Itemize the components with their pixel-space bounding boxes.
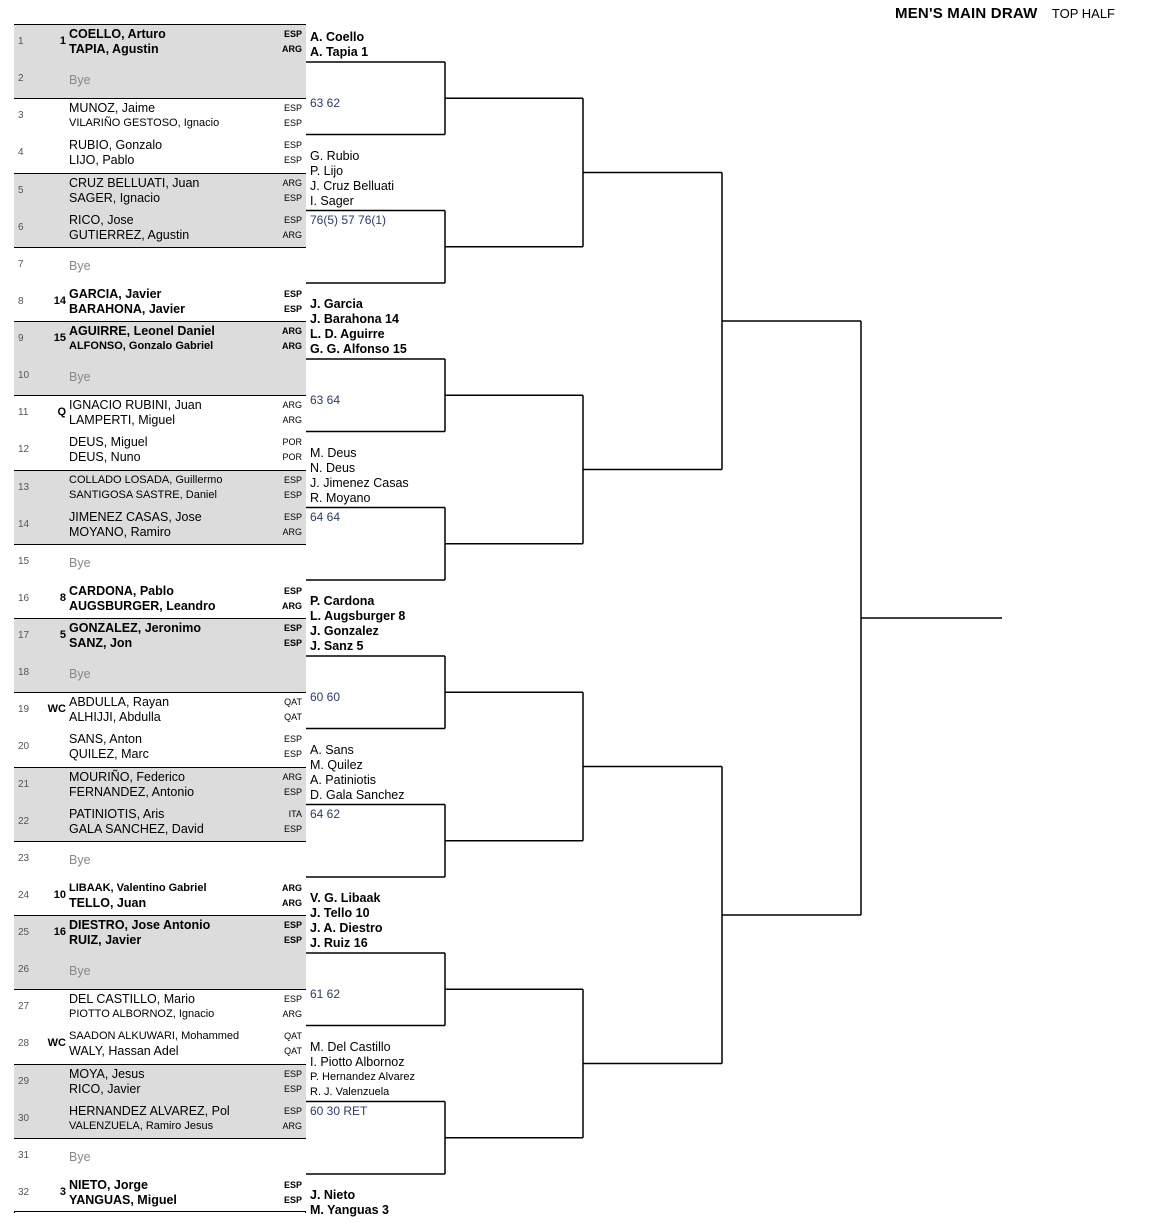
match-winner-name: G. Rubio bbox=[310, 148, 360, 163]
match-winner-name: I. Sager bbox=[310, 193, 354, 208]
player-name: DEL CASTILLO, Mario bbox=[69, 992, 195, 1007]
player-name: SANZ, Jon bbox=[69, 636, 133, 650]
nationality-code: QAT bbox=[284, 1046, 302, 1057]
draw-position: 19 bbox=[18, 704, 30, 716]
draw-position: 24 bbox=[18, 889, 30, 901]
match-winner-name: J. Tello 10 bbox=[310, 906, 370, 920]
match-winner-name: J. Jimenez Casas bbox=[310, 475, 409, 490]
seed-label: WC bbox=[47, 703, 66, 716]
draw-position: 12 bbox=[18, 444, 30, 456]
draw-position: 23 bbox=[18, 852, 30, 864]
bye-label: Bye bbox=[69, 852, 91, 867]
player-name: BARAHONA, Javier bbox=[69, 301, 186, 316]
player-name: GUTIERREZ, Agustin bbox=[69, 227, 190, 242]
draw-position: 11 bbox=[18, 407, 29, 419]
draw-position: 1 bbox=[18, 36, 24, 47]
seed-label: 3 bbox=[59, 1185, 66, 1198]
nationality-code: ITA bbox=[288, 808, 302, 819]
seed-label: 15 bbox=[53, 332, 66, 344]
nationality-code: ESP bbox=[283, 103, 302, 114]
player-name: MUNOZ, Jaime bbox=[69, 101, 156, 116]
match-winner-name: J. Nieto bbox=[310, 1188, 356, 1202]
match-score: 63 62 bbox=[310, 96, 341, 111]
nationality-code: QAT bbox=[284, 1031, 302, 1042]
match-winner-name: P. Lijo bbox=[310, 163, 344, 178]
player-name: COELLO, Arturo bbox=[69, 27, 166, 41]
nationality-code: ESP bbox=[283, 29, 302, 39]
draw-position: 22 bbox=[18, 815, 30, 827]
draw-position: 3 bbox=[18, 110, 24, 122]
draw-position: 21 bbox=[18, 778, 30, 790]
match-winner-name: M. Yanguas 3 bbox=[310, 1203, 389, 1217]
player-name: VILARIÑO GESTOSO, Ignacio bbox=[69, 117, 220, 130]
match-winner-name: N. Deus bbox=[310, 460, 356, 475]
player-name: SAGER, Ignacio bbox=[69, 190, 161, 205]
bye-label: Bye bbox=[69, 258, 91, 273]
player-name: AUGSBURGER, Leandro bbox=[69, 598, 216, 613]
nationality-code: ESP bbox=[283, 1068, 302, 1079]
player-name: YANGUAS, Miguel bbox=[69, 1192, 177, 1207]
bye-label: Bye bbox=[69, 667, 91, 682]
nationality-code: ARG bbox=[282, 326, 302, 336]
match-winner-name: J. Gonzalez bbox=[310, 624, 379, 638]
nationality-code: ESP bbox=[283, 1179, 302, 1190]
draw-position: 6 bbox=[18, 221, 24, 233]
match-winner-name: L. Augsburger 8 bbox=[310, 609, 406, 623]
match-winner-name: R. J. Valenzuela bbox=[310, 1085, 390, 1098]
match-winner-name: R. Moyano bbox=[310, 490, 371, 505]
nationality-code: ESP bbox=[283, 734, 302, 745]
draw-position: 20 bbox=[18, 741, 30, 753]
draw-position: 9 bbox=[18, 333, 24, 344]
match-score: 61 62 bbox=[310, 987, 341, 1002]
draw-position: 17 bbox=[18, 630, 30, 641]
player-name: AGUIRRE, Leonel Daniel bbox=[69, 324, 215, 338]
nationality-code: ESP bbox=[283, 118, 302, 129]
player-name: RUBIO, Gonzalo bbox=[69, 138, 163, 153]
draw-position: 28 bbox=[18, 1038, 30, 1050]
match-score: 76(5) 57 76(1) bbox=[310, 212, 387, 227]
nationality-code: ESP bbox=[283, 489, 302, 500]
draw-position: 14 bbox=[18, 518, 30, 530]
match-score: 60 60 bbox=[310, 690, 341, 705]
match-winner-name: P. Cardona bbox=[310, 594, 375, 608]
player-name: MOURIÑO, Federico bbox=[69, 769, 185, 784]
draw-position: 25 bbox=[18, 927, 30, 938]
draw-position: 16 bbox=[18, 592, 30, 604]
nationality-code: ESP bbox=[283, 474, 302, 485]
draw-subtitle: TOP HALF bbox=[1051, 6, 1115, 21]
player-name: NIETO, Jorge bbox=[69, 1177, 148, 1192]
nationality-code: ARG bbox=[282, 771, 302, 782]
nationality-code: ESP bbox=[283, 1105, 302, 1116]
nationality-code: ARG bbox=[282, 1009, 302, 1020]
match-winner-name: P. Hernandez Alvarez bbox=[310, 1070, 415, 1083]
draw-position: 15 bbox=[18, 555, 30, 567]
match-winner-name: A. Coello bbox=[310, 30, 365, 44]
nationality-code: ESP bbox=[283, 288, 302, 299]
player-name: VALENZUELA, Ramiro Jesus bbox=[69, 1119, 214, 1132]
player-name: DEUS, Miguel bbox=[69, 435, 148, 450]
player-name: QUILEZ, Marc bbox=[69, 747, 149, 762]
bye-label: Bye bbox=[69, 1149, 91, 1164]
draw-title: MEN'S MAIN DRAW bbox=[895, 5, 1038, 22]
nationality-code: POR bbox=[282, 452, 302, 463]
player-name: DIESTRO, Jose Antonio bbox=[69, 918, 211, 932]
player-name: GALA SANCHEZ, David bbox=[69, 821, 204, 836]
nationality-code: ARG bbox=[282, 600, 302, 611]
nationality-code: ESP bbox=[283, 638, 302, 648]
nationality-code: ESP bbox=[283, 214, 302, 225]
match-winner-name: A. Tapia 1 bbox=[310, 45, 369, 59]
draw-position: 13 bbox=[18, 481, 30, 493]
nationality-code: QAT bbox=[284, 697, 302, 708]
seed-label: 16 bbox=[53, 926, 66, 938]
player-name: DEUS, Nuno bbox=[69, 450, 141, 465]
match-winner-name: D. Gala Sanchez bbox=[310, 787, 405, 802]
draw-position: 29 bbox=[18, 1075, 30, 1087]
match-winner-name: J. Sanz 5 bbox=[310, 639, 364, 653]
bye-label: Bye bbox=[69, 964, 91, 979]
nationality-code: QAT bbox=[284, 712, 302, 723]
match-winner-name: J. Barahona 14 bbox=[310, 312, 399, 326]
player-name: RICO, Jose bbox=[69, 212, 134, 227]
draw-position: 27 bbox=[18, 1001, 30, 1013]
match-winner-name: J. Garcia bbox=[310, 297, 363, 311]
seed-label: 1 bbox=[59, 35, 66, 47]
player-name: MOYA, Jesus bbox=[69, 1066, 145, 1081]
match-winner-name: J. Ruiz 16 bbox=[310, 936, 368, 950]
player-name: CARDONA, Pablo bbox=[69, 583, 174, 598]
draw-position: 26 bbox=[18, 964, 30, 976]
player-name: IGNACIO RUBINI, Juan bbox=[69, 398, 202, 413]
nationality-code: ESP bbox=[283, 155, 302, 166]
nationality-code: ARG bbox=[282, 229, 302, 240]
bye-label: Bye bbox=[69, 555, 91, 570]
nationality-code: ARG bbox=[282, 415, 302, 426]
nationality-code: ESP bbox=[283, 585, 302, 596]
draw-position: 31 bbox=[18, 1149, 30, 1161]
match-winner-name: M. Deus bbox=[310, 445, 357, 460]
player-name: SANS, Anton bbox=[69, 732, 142, 747]
draw-position: 32 bbox=[18, 1186, 30, 1198]
nationality-code: ARG bbox=[282, 400, 302, 411]
nationality-code: ARG bbox=[282, 882, 302, 893]
player-name: SANTIGOSA SASTRE, Daniel bbox=[69, 488, 217, 501]
match-score: 60 30 RET bbox=[310, 1103, 368, 1118]
nationality-code: ESP bbox=[283, 786, 302, 797]
player-name: TAPIA, Agustin bbox=[69, 42, 159, 56]
player-name: PATINIOTIS, Aris bbox=[69, 806, 165, 821]
match-score: 64 64 bbox=[310, 509, 341, 524]
nationality-code: ARG bbox=[282, 44, 302, 54]
match-winner-name: I. Piotto Albornoz bbox=[310, 1054, 405, 1069]
nationality-code: POR bbox=[282, 437, 302, 448]
nationality-code: ESP bbox=[283, 920, 302, 930]
nationality-code: ESP bbox=[283, 192, 302, 203]
seed-label: WC bbox=[47, 1037, 66, 1050]
nationality-code: ARG bbox=[282, 897, 302, 908]
player-name: RUIZ, Javier bbox=[69, 933, 142, 947]
seed-label: Q bbox=[57, 406, 66, 419]
player-name: HERNANDEZ ALVAREZ, Pol bbox=[69, 1103, 230, 1118]
draw-position: 7 bbox=[18, 258, 24, 270]
player-name: ALFONSO, Gonzalo Gabriel bbox=[69, 340, 214, 352]
nationality-code: ESP bbox=[283, 511, 302, 522]
nationality-code: ESP bbox=[283, 1194, 302, 1205]
nationality-code: ESP bbox=[283, 623, 302, 633]
match-winner-name: M. Del Castillo bbox=[310, 1039, 391, 1054]
nationality-code: ARG bbox=[282, 1120, 302, 1131]
player-name: MOYANO, Ramiro bbox=[69, 524, 171, 539]
draw-position: 4 bbox=[18, 147, 24, 159]
nationality-code: ESP bbox=[283, 1083, 302, 1094]
match-winner-name: J. A. Diestro bbox=[310, 921, 383, 935]
seed-label: 8 bbox=[59, 591, 66, 604]
match-score: 63 64 bbox=[310, 393, 341, 408]
seed-label: 10 bbox=[53, 888, 66, 901]
nationality-code: ARG bbox=[282, 341, 302, 351]
player-name: LIBAAK, Valentino Gabriel bbox=[69, 881, 207, 894]
nationality-code: ARG bbox=[282, 526, 302, 537]
nationality-code: ARG bbox=[282, 177, 302, 188]
player-name: CRUZ BELLUATI, Juan bbox=[69, 175, 200, 190]
nationality-code: ESP bbox=[283, 994, 302, 1005]
match-winner-name: M. Quilez bbox=[310, 757, 363, 772]
player-name: FERNANDEZ, Antonio bbox=[69, 784, 195, 799]
player-name: LAMPERTI, Miguel bbox=[69, 413, 176, 428]
player-name: JIMENEZ CASAS, Jose bbox=[69, 509, 202, 524]
draw-position: 5 bbox=[18, 184, 24, 196]
match-winner-name: G. G. Alfonso 15 bbox=[310, 342, 407, 356]
draw-position: 2 bbox=[18, 73, 24, 85]
player-name: LIJO, Pablo bbox=[69, 153, 135, 168]
seed-label: 5 bbox=[59, 629, 66, 641]
seed-label: 14 bbox=[53, 294, 66, 307]
nationality-code: ESP bbox=[283, 140, 302, 151]
match-winner-name: J. Cruz Belluati bbox=[310, 178, 395, 193]
nationality-code: ESP bbox=[283, 303, 302, 314]
player-name: WALY, Hassan Adel bbox=[69, 1044, 179, 1059]
player-name: TELLO, Juan bbox=[69, 895, 147, 910]
bye-label: Bye bbox=[69, 73, 91, 88]
player-name: GARCIA, Javier bbox=[69, 286, 162, 301]
draw-position: 8 bbox=[18, 295, 24, 307]
player-name: COLLADO LOSADA, Guillermo bbox=[69, 473, 223, 486]
nationality-code: ESP bbox=[283, 935, 302, 945]
player-name: SAADON ALKUWARI, Mohammed bbox=[69, 1030, 240, 1043]
draw-position: 18 bbox=[18, 667, 30, 679]
match-score: 64 62 bbox=[310, 806, 341, 821]
player-name: RICO, Javier bbox=[69, 1081, 141, 1096]
player-name: GONZALEZ, Jeronimo bbox=[69, 621, 201, 635]
draw-position: 10 bbox=[18, 370, 30, 382]
draw-position: 30 bbox=[18, 1112, 30, 1124]
player-name: ALHIJJI, Abdulla bbox=[69, 710, 161, 725]
match-winner-name: A. Patiniotis bbox=[310, 772, 377, 787]
match-winner-name: L. D. Aguirre bbox=[310, 327, 385, 341]
nationality-code: ESP bbox=[283, 749, 302, 760]
player-name: ABDULLA, Rayan bbox=[69, 695, 170, 710]
match-winner-name: V. G. Libaak bbox=[310, 891, 381, 905]
bye-label: Bye bbox=[69, 370, 91, 385]
match-winner-name: A. Sans bbox=[310, 742, 354, 757]
nationality-code: ESP bbox=[283, 823, 302, 834]
player-name: PIOTTO ALBORNOZ, Ignacio bbox=[69, 1008, 215, 1021]
